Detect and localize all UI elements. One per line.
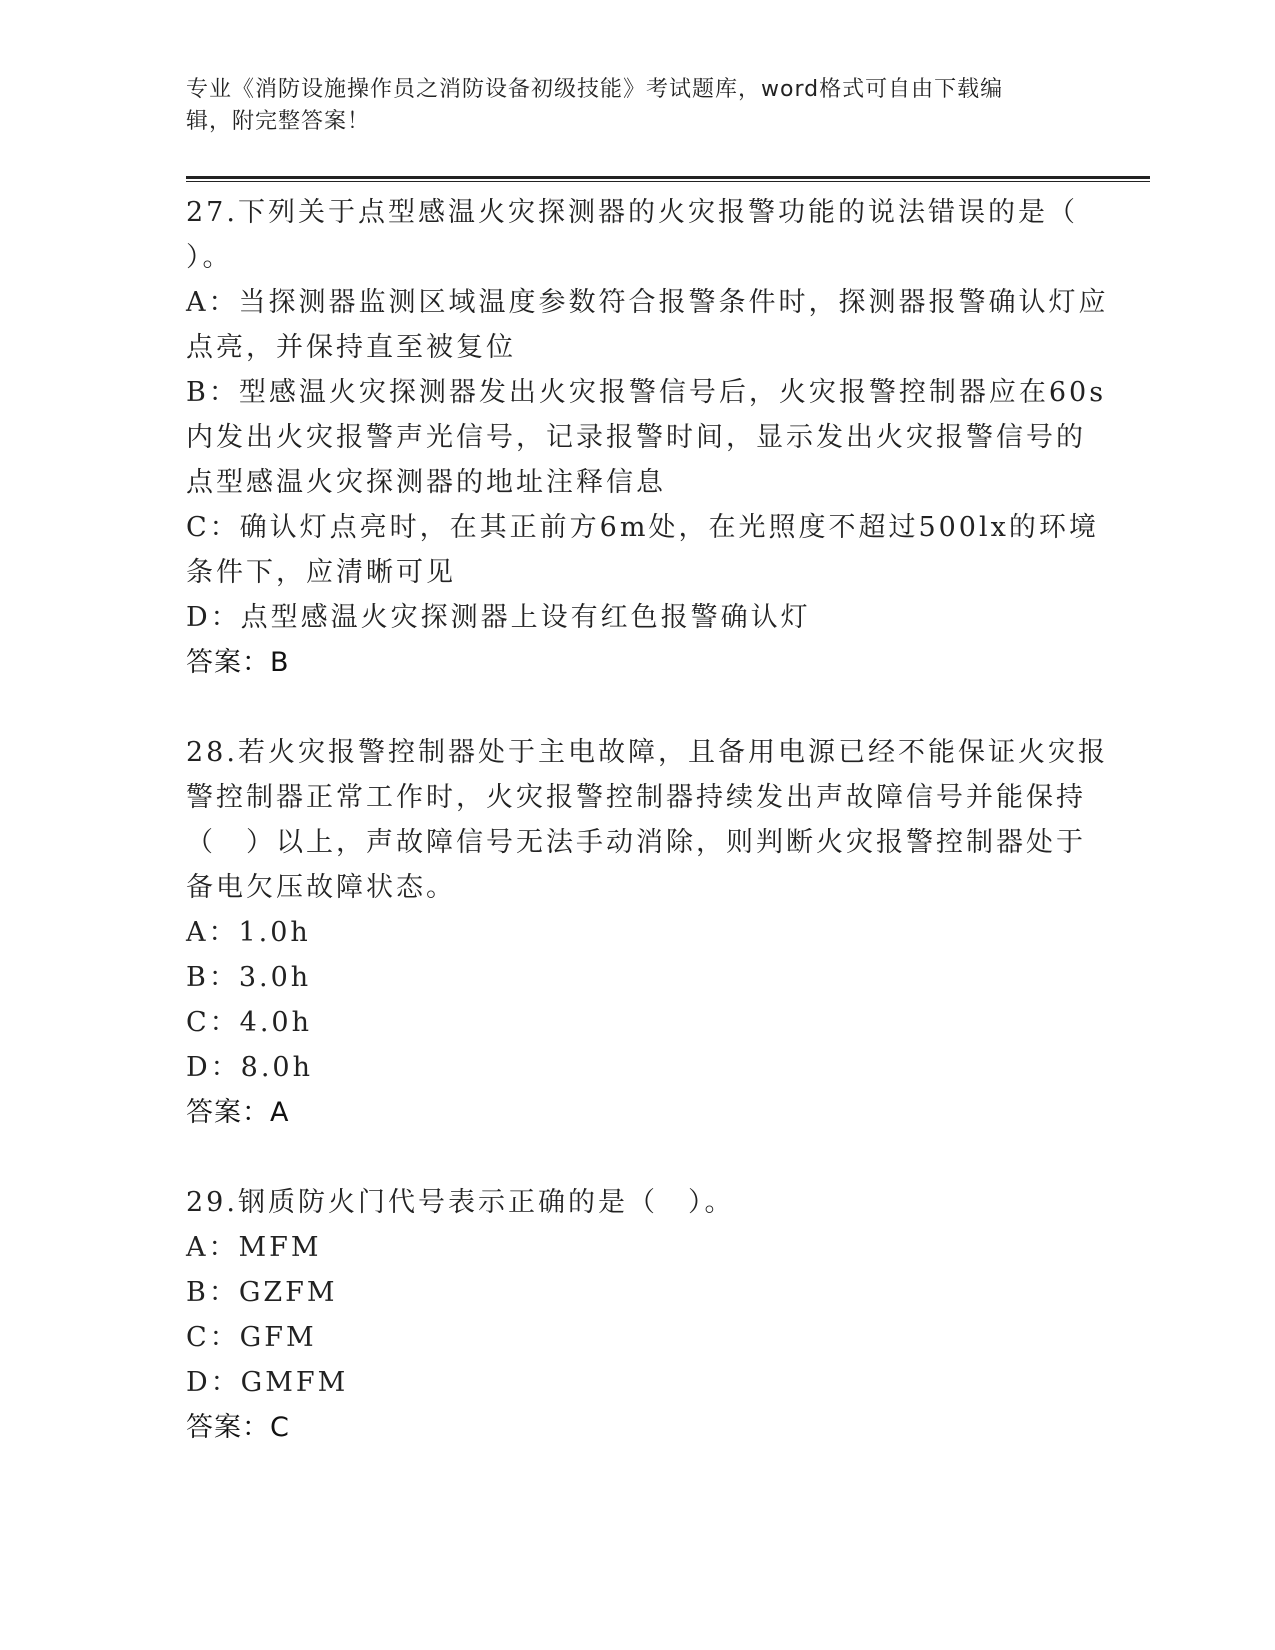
question-28 [186,730,1108,1135]
option-c: C：4.0h [186,1007,312,1038]
option-text-line: D：点型感温火灾探测器上设有红色报警确认灯 [186,602,811,633]
option-b [186,370,1107,505]
document-header [186,74,1066,138]
option-a: A：MFM [186,1232,322,1263]
option-c: C：GFM [186,1322,317,1353]
question-text-line: ）。 [186,242,233,273]
header-divider-thin [186,181,1150,182]
option-d: D：8.0h [186,1052,313,1083]
question-text-line: 29.钢质防火门代号表示正确的是（ ）。 [186,1187,735,1218]
header-divider-thick [186,176,1150,179]
question-spacer [186,685,1086,730]
question-text-line: 备电欠压故障状态。 [186,872,456,903]
option-c [186,505,1099,595]
question-spacer [186,1135,1086,1180]
header-line-2: 辑，附完整答案！ [186,109,371,134]
header-line-1: 专业《消防设施操作员之消防设备初级技能》考试题库，word格式可自由下载编 [186,77,1004,102]
question-text-line: （ ）以上，声故障信号无法手动消除，则判断火灾报警控制器处于 [186,827,1086,858]
option-text-line: A：当探测器监测区域温度参数符合报警条件时，探测器报警确认灯应 [186,287,1109,318]
question-29 [186,1180,1086,1450]
option-text-line: 内发出火灾报警声光信号，记录报警时间，显示发出火灾报警信号的 [186,422,1086,453]
option-b: B：3.0h [186,962,312,993]
answer-label: 答案：B [186,647,290,678]
option-d [186,595,1086,640]
option-d: D：GMFM [186,1367,349,1398]
question-27 [186,190,1109,685]
answer-label: 答案：C [186,1412,290,1443]
answer-label: 答案：A [186,1097,290,1128]
option-text-line: C：确认灯点亮时，在其正前方6m处，在光照度不超过500lx的环境 [186,512,1099,543]
option-text-line: 点型感温火灾探测器的地址注释信息 [186,467,666,498]
option-a [186,280,1109,370]
option-text-line: B：型感温火灾探测器发出火灾报警信号后，火灾报警控制器应在60s [186,377,1107,408]
question-text-line: 27.下列关于点型感温火灾探测器的火灾报警功能的说法错误的是（ [186,197,1078,228]
option-text-line: 条件下，应清晰可见 [186,557,456,588]
question-list [186,190,1109,1450]
question-text-line: 警控制器正常工作时，火灾报警控制器持续发出声故障信号并能保持 [186,782,1086,813]
option-b: B：GZFM [186,1277,338,1308]
option-text-line: 点亮，并保持直至被复位 [186,332,516,363]
question-text-line: 28.若火灾报警控制器处于主电故障，且备用电源已经不能保证火灾报 [186,737,1108,768]
option-a: A：1.0h [186,917,311,948]
